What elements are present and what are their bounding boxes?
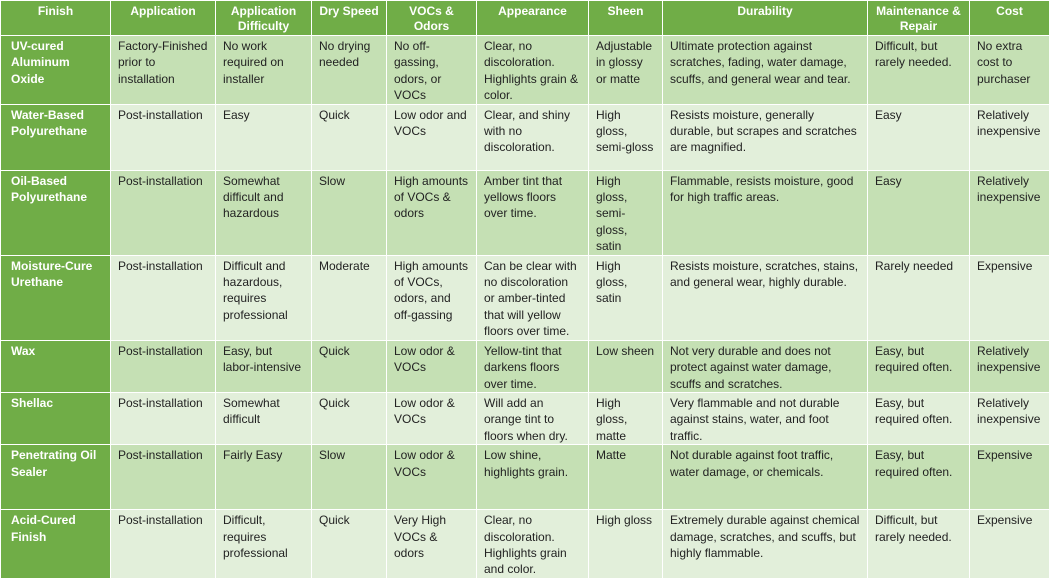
table-cell: Relatively inexpensive [970,340,1050,392]
finish-name-cell: Wax [1,340,111,392]
table-row [1,340,1050,392]
header-row [1,1,1050,36]
table-cell: Slow [312,170,387,255]
table-cell: Low sheen [589,340,663,392]
table-cell: Ultimate protection against scratches, fading, water damage, scuffs, and general wear and tear. [663,36,868,105]
table-cell: Very flammable and not durable against stains, water, and foot traffic. [663,392,868,444]
table-cell: Extremely durable against chemical damage, scratches, and scuffs, but highly flammable. [663,510,868,579]
header-cell: VOCs & Odors [387,1,477,36]
table-cell: Relatively inexpensive [970,170,1050,255]
table-cell: Fairly Easy [216,445,312,510]
header-cell: Finish [1,1,111,36]
table-cell: Factory-Finished prior to installation [111,36,216,105]
table-cell: Post-installation [111,255,216,340]
table-cell: Slow [312,445,387,510]
table-cell: Not very durable and does not protect against water damage, scuffs and scratches. [663,340,868,392]
header-cell: Maintenance & Repair [868,1,970,36]
table-cell: High gloss, satin [589,255,663,340]
table-cell: Expensive [970,445,1050,510]
table-cell: Post-installation [111,340,216,392]
header-cell: Durability [663,1,868,36]
finish-name-cell: Oil-Based Polyurethane [1,170,111,255]
table-cell: Quick [312,104,387,170]
finish-name-cell: Shellac [1,392,111,444]
finish-name-cell: Water-Based Polyurethane [1,104,111,170]
table-cell: Moderate [312,255,387,340]
table-cell: Easy [216,104,312,170]
table-cell: Post-installation [111,104,216,170]
table-cell: No drying needed [312,36,387,105]
table-cell: Expensive [970,255,1050,340]
table-cell: Difficult and hazardous, requires professional [216,255,312,340]
table-cell: Expensive [970,510,1050,579]
table-row [1,36,1050,105]
table-cell: Easy [868,170,970,255]
table-cell: Somewhat difficult [216,392,312,444]
table-cell: Low shine, highlights grain. [477,445,589,510]
table-cell: Not durable against foot traffic, water damage, or chemicals. [663,445,868,510]
finish-name-cell: Moisture-Cure Urethane [1,255,111,340]
table-cell: Matte [589,445,663,510]
table-cell: Post-installation [111,170,216,255]
table-cell: Easy, but required often. [868,392,970,444]
table-cell: High gloss, semi-gloss [589,104,663,170]
table-cell: Low odor & VOCs [387,445,477,510]
table-row [1,510,1050,579]
table-cell: Difficult, but rarely needed. [868,510,970,579]
finish-name-cell: UV-cured Aluminum Oxide [1,36,111,105]
finish-name-cell: Penetrating Oil Sealer [1,445,111,510]
table-cell: Clear, and shiny with no discoloration. [477,104,589,170]
table-cell: Resists moisture, generally durable, but scrapes and scratches are magnified. [663,104,868,170]
table-cell: Post-installation [111,445,216,510]
table-cell: Easy, but labor-intensive [216,340,312,392]
table-cell: Very High VOCs & odors [387,510,477,579]
table-cell: Rarely needed [868,255,970,340]
table-row [1,445,1050,510]
table-cell: Post-installation [111,392,216,444]
header-cell: Application [111,1,216,36]
table-cell: Low odor & VOCs [387,340,477,392]
table-cell: Relatively inexpensive [970,104,1050,170]
table-cell: High gloss [589,510,663,579]
table-cell: No off-gassing, odors, or VOCs [387,36,477,105]
table-cell: Amber tint that yellows floors over time. [477,170,589,255]
table-cell: Easy, but required often. [868,340,970,392]
table-cell: Adjustable in glossy or matte [589,36,663,105]
header-cell: Cost [970,1,1050,36]
table-cell: High amounts of VOCs, odors, and off-gassing [387,255,477,340]
table-cell: Quick [312,510,387,579]
table-cell: No work required on installer [216,36,312,105]
table-cell: Easy [868,104,970,170]
table-cell: Relatively inexpensive [970,392,1050,444]
table-cell: Somewhat difficult and hazardous [216,170,312,255]
table-cell: High gloss, matte [589,392,663,444]
table-cell: Low odor & VOCs [387,392,477,444]
table-cell: Quick [312,392,387,444]
table-cell: Quick [312,340,387,392]
table-cell: Clear, no discoloration. Highlights grain & color. [477,36,589,105]
header-cell: Application Difficulty [216,1,312,36]
table-row [1,392,1050,444]
table-cell: Yellow-tint that darkens floors over time. [477,340,589,392]
table-row [1,104,1050,170]
table-row [1,255,1050,340]
table-cell: Easy, but required often. [868,445,970,510]
header-cell: Appearance [477,1,589,36]
table-cell: Low odor and VOCs [387,104,477,170]
finish-name-cell: Acid-Cured Finish [1,510,111,579]
table-cell: Can be clear with no discoloration or amber-tinted that will yellow floors over time. [477,255,589,340]
table-cell: No extra cost to purchaser [970,36,1050,105]
table-cell: High gloss, semi-gloss, satin [589,170,663,255]
table-cell: Post-installation [111,510,216,579]
table-cell: Difficult, but rarely needed. [868,36,970,105]
table-cell: Will add an orange tint to floors when dry. [477,392,589,444]
header-cell: Sheen [589,1,663,36]
table-cell: High amounts of VOCs & odors [387,170,477,255]
table-cell: Clear, no discoloration. Highlights grain and color. [477,510,589,579]
table-row [1,170,1050,255]
header-cell: Dry Speed [312,1,387,36]
table-cell: Difficult, requires professional [216,510,312,579]
table-cell: Flammable, resists moisture, good for high traffic areas. [663,170,868,255]
table-cell: Resists moisture, scratches, stains, and general wear, highly durable. [663,255,868,340]
